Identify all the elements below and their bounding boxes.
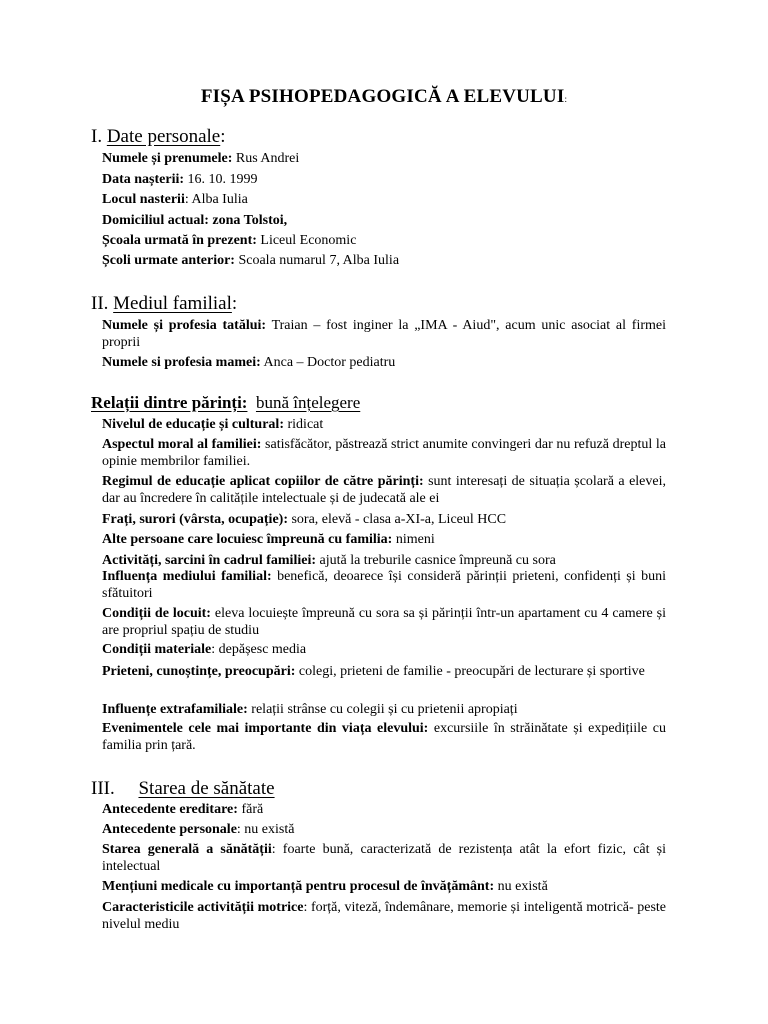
field-value: Rus Andrei [232,151,300,166]
personal-row [102,252,666,269]
field-value: eleva locuiește împreună cu sora sa și părinții într-un apartament cu 4 camere și are propriul spațiu de studiu [102,606,666,638]
field-value: : foarte bună, caracterizată de rezistența atât la efort fizic, cât și intelectual [102,842,667,874]
field-value: : depășesc media [211,642,307,657]
field-value: sora, elevă - clasa a-XI-a, Liceul HCC [287,512,507,527]
health-row [102,899,666,933]
detail-row [102,605,666,639]
field-value: ajută la treburile casnice împreună cu sora [316,553,556,568]
personal-row [102,232,666,249]
section-label: Starea de sănătate [138,778,275,799]
relations-value: bună înțelegere [255,393,361,412]
field-value: nu există [494,879,548,894]
field-value: Scoala numarul 7, Alba Iulia [234,253,400,268]
field-value: fără [237,802,264,817]
detail-row [102,552,666,569]
health-row [102,841,666,875]
detail-row [102,568,666,602]
personal-row [102,150,666,167]
section-label: Date personale [106,126,221,147]
field-label: Influența mediului familial: [102,569,272,584]
field-label: Numele și profesia tatălui: [102,318,267,333]
field-value: nimeni [392,532,435,547]
section-colon: : [231,293,238,314]
field-value: colegi, prieteni de familie - preocupări de lecturare și sportive [295,664,645,679]
field-value: 16. 10. 1999 [184,172,258,187]
field-value: Traian – fost inginer la „IMA - Aiud", acum unic asociat al firmei proprii [102,318,666,350]
field-value: Liceul Economic [256,233,357,248]
family-row [102,354,666,371]
section-number: I. [91,126,103,147]
section-number: II. [91,293,109,314]
field-value: ridicat [284,417,324,432]
field-label: Numele si profesia mamei: [102,355,261,370]
field-label: Domiciliul actual: zona Tolstoi, [102,213,288,228]
field-label: Influențe extrafamiliale: [102,702,248,717]
detail-row [102,663,666,680]
detail-row [102,511,666,528]
field-value: relații strânse cu colegii și cu prietenii apropiați [247,702,518,717]
field-value: : Alba Iulia [184,192,248,207]
field-label: Starea generală a sănătății [102,842,272,857]
field-label: Caracteristicile activității motrice [102,900,304,915]
field-value: Anca – Doctor pediatru [260,355,396,370]
title-text: FIȘA PSIHOPEDAGOGICĂ A ELEVULUI [200,86,565,107]
field-label: Alte persoane care locuiesc împreună cu familia: [102,532,393,547]
field-label: Mențiuni medicale cu importanță pentru procesul de învățământ: [102,879,495,894]
health-row [102,801,666,818]
section-heading-family [91,293,237,315]
health-row [102,878,666,895]
field-value: sunt interesați de situația școlară a elevei, dar au încredere în calitățile intelectuale și de judecată ale ei [102,474,666,506]
field-label: Antecedente personale [102,822,237,837]
detail-row [102,701,666,718]
field-label: Frați, surori (vârsta, ocupație): [102,512,288,527]
detail-row [102,436,666,470]
field-label: Numele și prenumele: [102,151,233,166]
field-label: Școli urmate anterior: [102,253,235,268]
family-row [102,317,666,351]
field-value: : forță, viteză, îndemânare, memorie și inteligentă motrică- peste nivelul mediu [102,900,666,932]
field-value: benefică, deoarece își consideră părinții prieteni, confidenți și buni sfătuitori [102,569,667,601]
section-heading-personal [91,126,226,148]
detail-row [102,641,666,658]
personal-row [102,191,666,208]
field-label: Nivelul de educație și cultural: [102,417,284,432]
field-label: Școala urmată în prezent: [102,233,257,248]
detail-row [102,531,666,548]
field-label: Activități, sarcini în cadrul familiei: [102,553,316,568]
section-number: III. [91,778,115,799]
section-label: Mediul familial [113,293,232,314]
field-label: Prieteni, cunoștințe, preocupări: [102,664,296,679]
field-value: excursiile în străinătate și expedițiile cu familia prin țară. [102,721,666,753]
document-title [0,86,768,108]
field-value: satisfăcător, păstrează strict anumite convingeri dar nu refuză dreptul la opinie membrilor familiei. [102,437,666,469]
detail-row [102,720,666,754]
field-label: Regimul de educație aplicat copiilor de către părinți: [102,474,424,489]
relations-label: Relații dintre părinți: [91,393,248,412]
personal-row [102,212,666,229]
personal-row [102,171,666,188]
field-label: Aspectul moral al familiei: [102,437,262,452]
section-heading-health [91,778,275,800]
field-label: Antecedente ereditare: [102,802,238,817]
field-label: Locul nasterii [102,192,185,207]
field-value: : nu există [236,822,295,837]
field-label: Data nașterii: [102,172,185,187]
field-label: Condiții de locuit: [102,606,211,621]
relations-heading [91,393,360,413]
health-row [102,821,666,838]
title-tail: : [564,94,568,104]
section-colon: : [220,126,226,147]
field-label: Evenimentele cele mai importante din viața elevului: [102,721,429,736]
detail-row [102,416,666,433]
field-label: Condiții materiale [102,642,212,657]
detail-row [102,473,666,507]
